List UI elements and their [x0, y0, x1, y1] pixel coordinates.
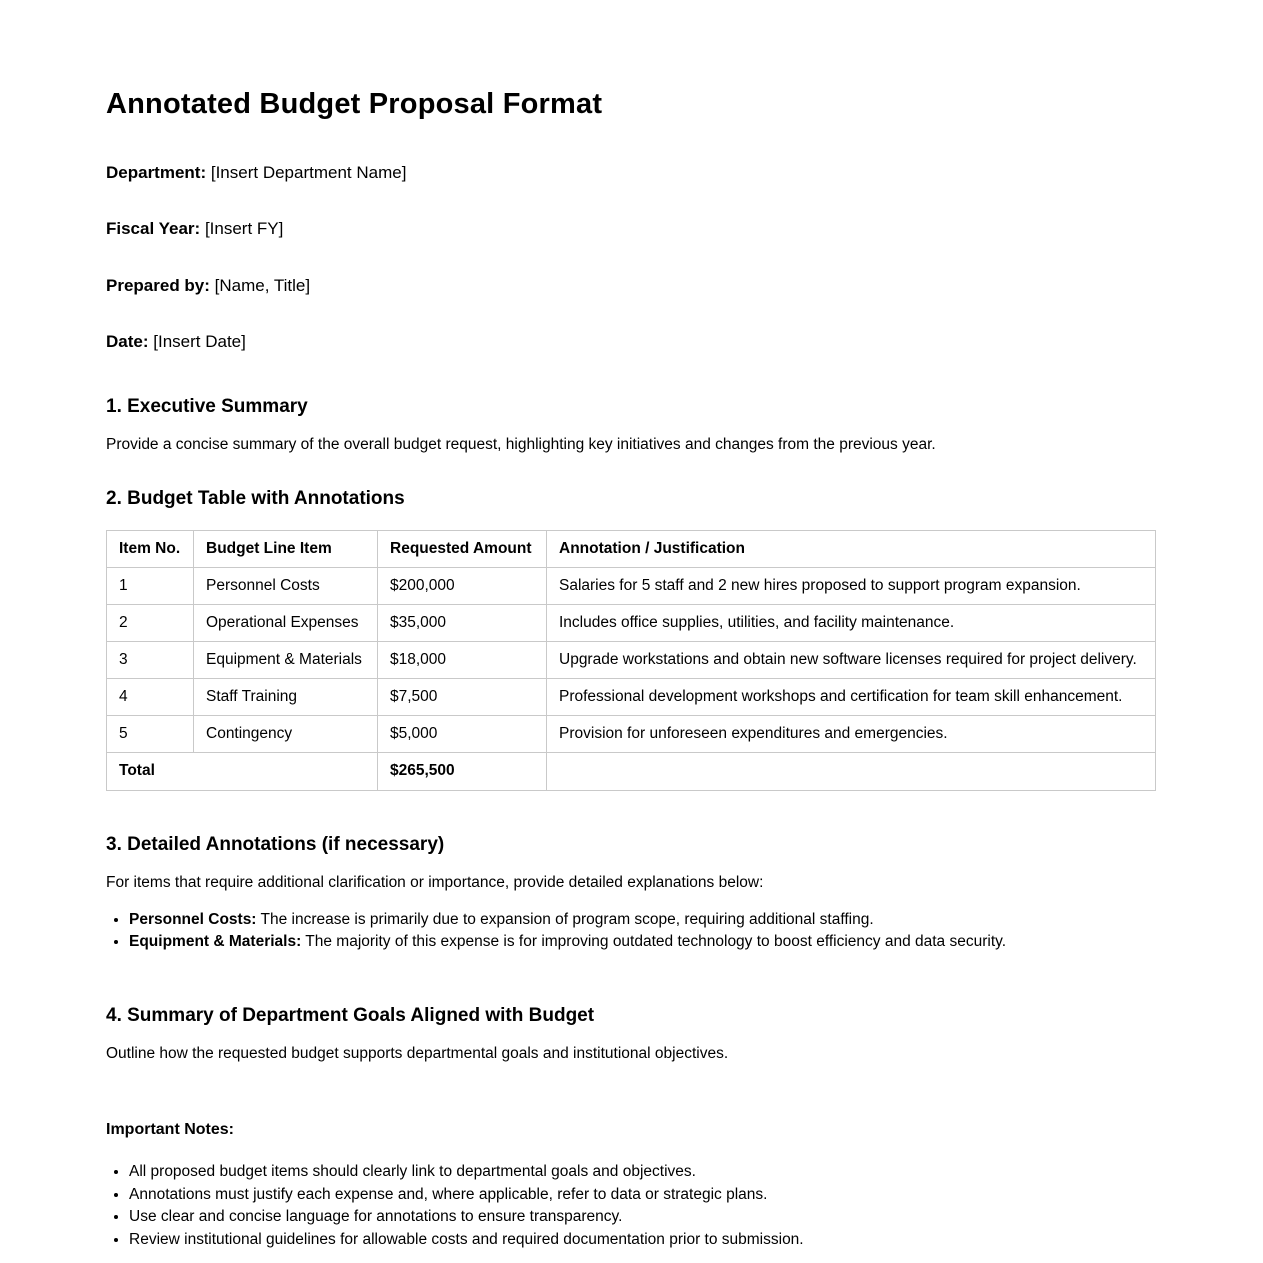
executive-summary-heading: 1. Executive Summary	[106, 395, 308, 417]
annotation-text: The increase is primarily due to expansion of program scope, requiring additional staffing.	[256, 910, 874, 928]
goals-summary-body: Outline how the requested budget supports departmental goals and institutional objectives.	[106, 1045, 729, 1063]
budget-table-heading: 2. Budget Table with Annotations	[106, 487, 405, 509]
header-line-item: Budget Line Item	[194, 530, 378, 567]
detailed-annotations-intro: For items that require additional clarification or importance, provide detailed explanations below:	[106, 873, 764, 891]
section-budget-table	[106, 488, 1156, 791]
cell-line-item: Contingency	[194, 715, 378, 752]
header-requested-amount: Requested Amount	[378, 530, 547, 567]
cell-item-no: 1	[107, 567, 194, 604]
cell-amount: $18,000	[378, 641, 547, 678]
section-detailed-annotations	[106, 834, 1156, 953]
cell-amount: $5,000	[378, 715, 547, 752]
cell-line-item: Personnel Costs	[194, 567, 378, 604]
cell-annotation: Upgrade workstations and obtain new software licenses required for project delivery.	[547, 641, 1156, 678]
cell-item-no: 2	[107, 604, 194, 641]
table-row	[107, 567, 1156, 604]
meta-prepared-by-value: [Name, Title]	[214, 275, 311, 295]
cell-annotation: Includes office supplies, utilities, and facility maintenance.	[547, 604, 1156, 641]
section-executive-summary	[106, 396, 1156, 455]
cell-line-item: Equipment & Materials	[194, 641, 378, 678]
list-item	[129, 910, 1156, 931]
budget-table-head	[107, 530, 1156, 567]
detailed-annotations-heading: 3. Detailed Annotations (if necessary)	[106, 833, 445, 855]
detailed-annotations-list	[106, 910, 1156, 953]
total-label-cell: Total	[107, 752, 378, 790]
header-annotation: Annotation / Justification	[547, 530, 1156, 567]
meta-fiscal-year	[106, 219, 1156, 239]
meta-fiscal-year-value: [Insert FY]	[204, 219, 284, 239]
table-row	[107, 678, 1156, 715]
cell-annotation: Provision for unforeseen expenditures and emergencies.	[547, 715, 1156, 752]
cell-amount: $35,000	[378, 604, 547, 641]
table-total-row	[107, 752, 1156, 790]
section-goals-summary	[106, 1005, 1156, 1064]
executive-summary-body: Provide a concise summary of the overall budget request, highlighting key initiatives and changes from the previous year.	[106, 435, 936, 453]
list-item: • All proposed budget items should clearly link to departmental goals and objectives.	[129, 1162, 1156, 1183]
meta-date-value: [Insert Date]	[153, 332, 246, 352]
cell-item-no: 3	[107, 641, 194, 678]
budget-table-body	[107, 567, 1156, 790]
total-annotation-cell	[547, 752, 1156, 790]
cell-item-no: 5	[107, 715, 194, 752]
meta-date-label: Date:	[106, 332, 149, 352]
section-important-notes	[106, 1121, 1156, 1250]
budget-table	[106, 530, 1156, 791]
cell-amount: $7,500	[378, 678, 547, 715]
meta-department-value: [Insert Department Name]	[210, 163, 407, 182]
table-row	[107, 604, 1156, 641]
annotation-label: Equipment & Materials:	[129, 933, 302, 951]
table-header-row	[107, 530, 1156, 567]
list-item: • Use clear and concise language for annotations to ensure transparency.	[129, 1207, 1156, 1228]
cell-line-item: Operational Expenses	[194, 604, 378, 641]
header-item-no: Item No.	[107, 530, 194, 567]
meta-date	[106, 332, 1156, 352]
page-title: Annotated Budget Proposal Format	[106, 88, 603, 120]
cell-item-no: 4	[107, 678, 194, 715]
important-notes-heading: Important Notes:	[106, 1121, 234, 1139]
meta-prepared-by	[106, 276, 1156, 296]
goals-summary-heading: 4. Summary of Department Goals Aligned with Budget	[106, 1005, 595, 1027]
table-row	[107, 715, 1156, 752]
list-item	[129, 932, 1156, 953]
cell-amount: $200,000	[378, 567, 547, 604]
meta-prepared-by-label: Prepared by:	[106, 275, 210, 295]
meta-department-label: Department:	[106, 163, 207, 182]
meta-department	[106, 163, 1156, 183]
table-row	[107, 641, 1156, 678]
list-item: • Annotations must justify each expense and, where applicable, refer to data or strategic plans.	[129, 1185, 1156, 1206]
cell-line-item: Staff Training	[194, 678, 378, 715]
total-amount-cell: $265,500	[378, 752, 547, 790]
annotation-label: Personnel Costs:	[129, 910, 257, 928]
cell-annotation: Professional development workshops and certification for team skill enhancement.	[547, 678, 1156, 715]
annotation-text: The majority of this expense is for improving outdated technology to boost efficiency and data security.	[301, 933, 1007, 951]
cell-annotation: Salaries for 5 staff and 2 new hires proposed to support program expansion.	[547, 567, 1156, 604]
important-notes-list	[106, 1162, 1156, 1250]
meta-fiscal-year-label: Fiscal Year:	[106, 219, 201, 239]
list-item: • Review institutional guidelines for allowable costs and required documentation prior to submission.	[129, 1230, 1156, 1251]
